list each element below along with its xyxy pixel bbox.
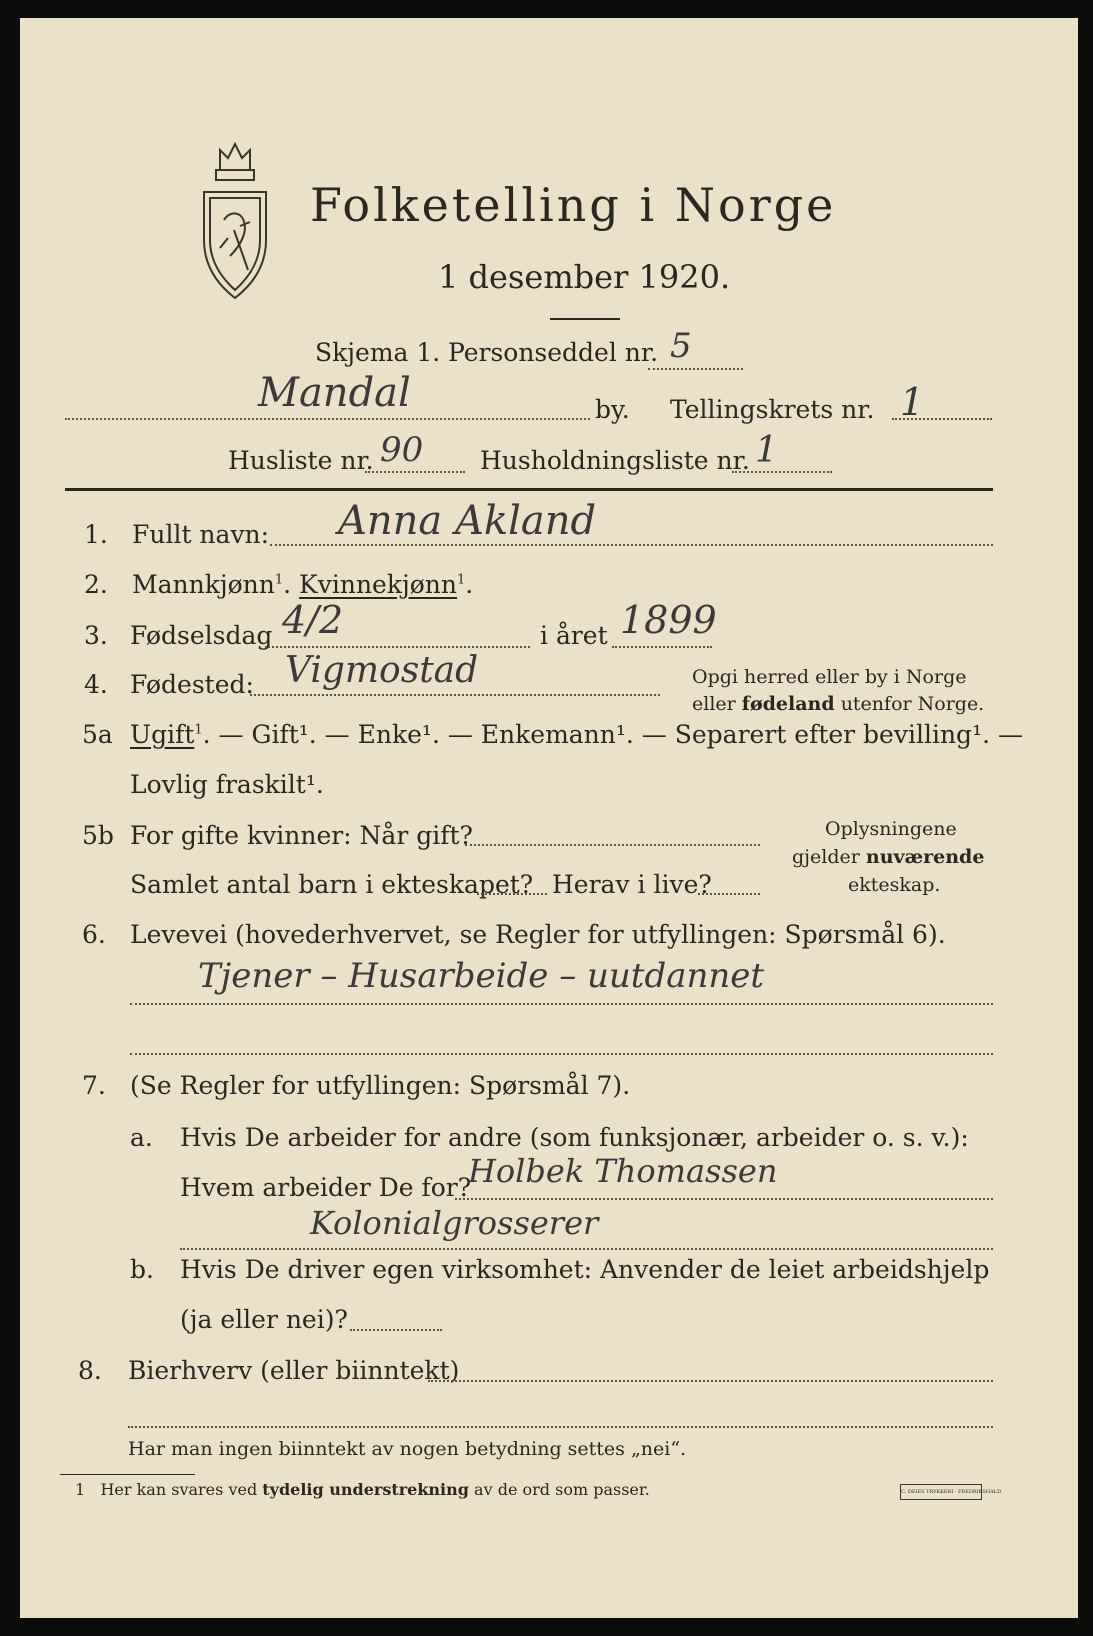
q2-options: Mannkjønn$^1$. Kvinnekjønn$^1$. [132,570,474,599]
q5b-label1: For gifte kvinner: Når gift? [130,821,473,850]
q8-line2 [128,1426,993,1428]
q3-year-label: i året [540,621,608,650]
q2-number: 2. [84,570,108,599]
q7-number: 7. [82,1071,106,1100]
q1-label: Fullt navn: [132,520,270,549]
q7-label: (Se Regler for utfyllingen: Spørsmål 7). [130,1071,631,1100]
q5b-label3: Herav i live? [552,870,712,899]
personseddel-line [648,368,743,370]
q7b-line [350,1329,442,1331]
q5b-note3: ekteskap. [848,874,941,896]
q5b-line2 [477,893,547,895]
q3-label: Fødselsdag [130,621,273,650]
q5b-note2: gjelder nuværende [792,846,985,868]
q8-label: Bierhverv (eller biinntekt) [128,1356,460,1385]
q7a-line1 [455,1198,993,1200]
q7a-value2[interactable]: Kolonialgrosserer [310,1204,599,1242]
q5b-note1: Oplysningene [825,818,957,840]
q2-mann[interactable]: Mannkjønn [132,570,275,599]
q8-line1 [428,1380,993,1382]
q7a-label: Hvis De arbeider for andre (som funksjonær, arbeider o. s. v.): [180,1123,969,1152]
q4-number: 4. [84,670,108,699]
footnote-divider [60,1474,195,1475]
q7b-letter: b. [130,1255,154,1284]
by-label: by. [595,395,630,424]
husliste-line [365,471,465,473]
husholdning-label: Husholdningsliste nr. [480,446,750,475]
q3-line [265,646,530,648]
personseddel-label: Personseddel nr. [448,338,659,367]
q1-line [270,544,993,546]
q4-note-line2: eller fødeland utenfor Norge. [692,693,985,715]
by-line [65,418,590,420]
q5a-number: 5a [82,720,113,749]
q3-year-value[interactable]: 1899 [620,598,717,642]
q4-line [250,694,660,696]
q7a-value1[interactable]: Holbek Thomassen [468,1152,778,1190]
q6-number: 6. [82,920,106,949]
census-form [20,18,1078,1618]
husholdning-line [732,471,832,473]
q6-line2 [130,1053,993,1055]
q5b-line3 [698,893,760,895]
q7a-label2: Hvem arbeider De for? [180,1173,472,1202]
q7a-letter: a. [130,1123,153,1152]
q5a-ugift[interactable]: Ugift [130,720,195,749]
q5b-number: 5b [82,821,114,850]
q5b-label2: Samlet antal barn i ekteskapet? [130,870,534,899]
header-divider [65,488,993,491]
biinntekt-note: Har man ingen biinntekt av nogen betydning settes „nei“. [128,1438,687,1460]
form-title: Folketelling i Norge [310,178,837,232]
q4-note-line1: Opgi herred eller by i Norge [692,666,967,688]
tellingskrets-label: Tellingskrets nr. [670,395,875,424]
q6-line1 [130,1003,993,1005]
q1-number: 1. [84,520,108,549]
q7a-line2 [180,1248,993,1250]
census-date: 1 desember 1920. [438,258,731,296]
q7b-label2: (ja eller nei)? [180,1305,348,1334]
printer-stamp: C. DEIES TRYKKERI · FREDRIKSHALD [900,1484,982,1500]
q3-year-line [612,646,712,648]
husliste-value[interactable]: 90 [380,430,424,470]
q4-value[interactable]: Vigmostad [285,650,479,691]
q3-value[interactable]: 4/2 [282,598,344,642]
husliste-label: Husliste nr. [228,446,374,475]
husholdning-value[interactable]: 1 [755,430,778,471]
q7b-label: Hvis De driver egen virksomhet: Anvender de leiet arbeidshjelp [180,1255,990,1284]
skjema-label: Skjema 1. [315,338,441,367]
coat-of-arms-icon [190,130,280,310]
q5a-line2[interactable]: Lovlig fraskilt¹. [130,770,324,799]
tellingskrets-value[interactable]: 1 [900,380,925,424]
q1-value[interactable]: Anna Akland [338,498,597,544]
q6-value[interactable]: Tjener – Husarbeide – uutdannet [198,956,765,996]
q5a-options: Ugift$^1$. — Gift¹. — Enke¹. — Enkemann¹. — Separert efter bevilling¹. — [130,720,1023,749]
q4-label: Fødested: [130,670,254,699]
title-divider [550,318,620,320]
personseddel-value[interactable]: 5 [670,326,692,366]
footnote: 1 Her kan svares ved tydelig understrekning av de ord som passer. [75,1480,650,1499]
by-value[interactable]: Mandal [258,370,411,416]
q2-kvinne[interactable]: Kvinnekjønn [299,570,457,599]
q3-number: 3. [84,621,108,650]
q5b-line1 [465,844,760,846]
q8-number: 8. [78,1356,102,1385]
q6-label: Levevei (hovederhvervet, se Regler for utfyllingen: Spørsmål 6). [130,920,946,949]
